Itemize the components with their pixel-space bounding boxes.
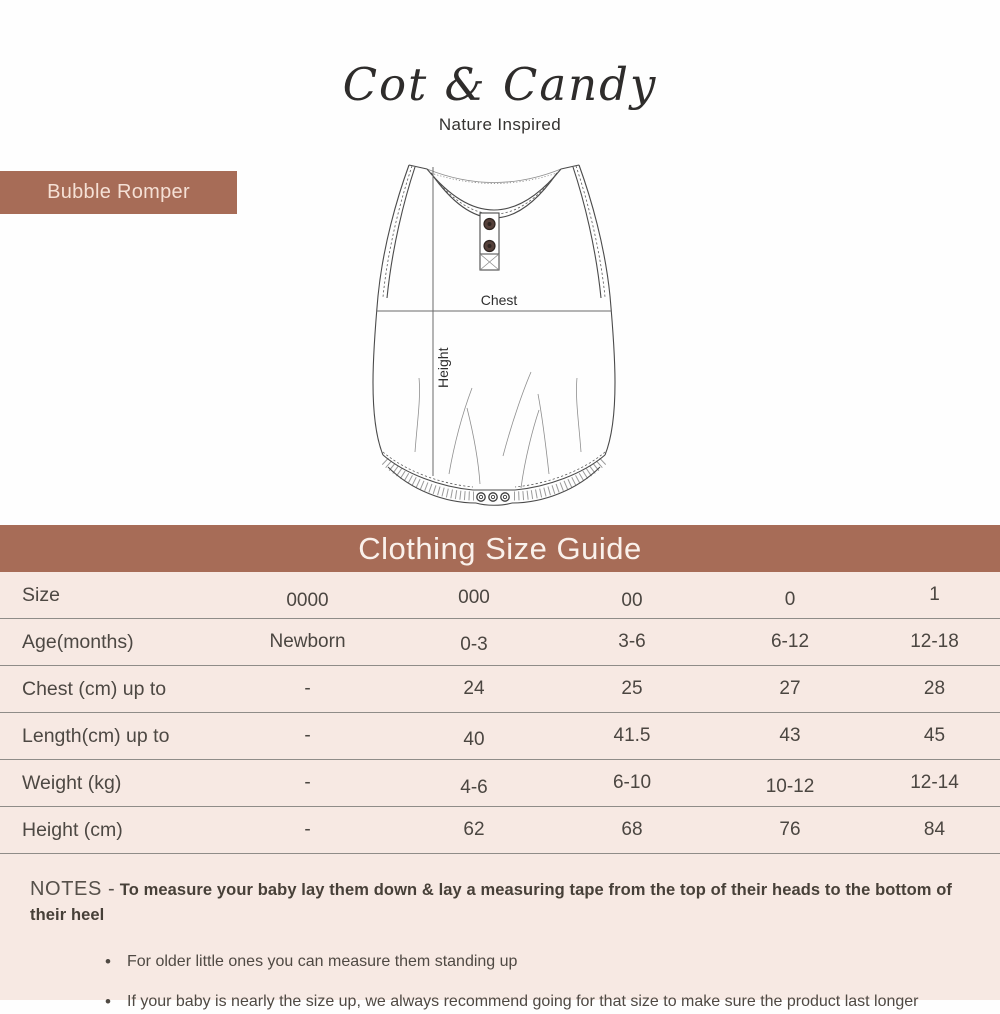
table-cell: 12-14 (910, 772, 959, 793)
romper-outline (373, 165, 615, 455)
notes-bullet: • For older little ones you can measure them standing up (105, 950, 976, 974)
height-measure-line (433, 167, 451, 476)
size-guide-section (0, 525, 1000, 1010)
notes-section (30, 877, 976, 1014)
table-cell: 40 (463, 729, 485, 750)
product-name: Bubble Romper (47, 181, 190, 203)
table-cell: 76 (779, 819, 801, 840)
height-measure-label: Height (435, 347, 451, 388)
romper-technical-drawing-icon (353, 154, 645, 514)
table-cell: 45 (923, 725, 946, 746)
table-cell: 00 (621, 590, 643, 611)
table-cell: 41.5 (613, 725, 651, 746)
row-label: Length(cm) up to (22, 724, 170, 747)
notes-headline (30, 877, 976, 928)
brand-header (0, 60, 1000, 135)
table-cell: 68 (621, 819, 643, 840)
table-cell: 28 (923, 678, 946, 699)
size-guide-header (0, 525, 1000, 572)
table-cell: 3-6 (618, 631, 646, 652)
chest-measure-label: Chest (480, 292, 518, 308)
table-row-weight (0, 760, 1000, 807)
table-cell: 0000 (286, 590, 329, 611)
row-label: Size (22, 583, 60, 606)
snap-icon (489, 493, 497, 501)
table-cell: 0-3 (460, 634, 488, 655)
snap-icon (501, 493, 509, 501)
table-cell: 25 (621, 678, 643, 699)
table-row-size (0, 572, 1000, 619)
table-cell: 62 (463, 819, 485, 840)
row-label: Height (cm) (22, 818, 123, 841)
table-cell: 12-18 (910, 631, 959, 652)
table-cell: 84 (923, 819, 946, 840)
row-label: Age(months) (22, 630, 134, 653)
button-placket (480, 213, 499, 270)
table-cell: 4-6 (460, 777, 488, 798)
table-cell: 27 (779, 678, 801, 699)
notes-label: NOTES - (30, 878, 116, 900)
table-row-length (0, 713, 1000, 760)
brand-logo: Cot & Candy (342, 58, 658, 111)
table-row-age (0, 619, 1000, 666)
crotch-snaps (477, 493, 509, 501)
table-row-chest (0, 666, 1000, 713)
romper-diagram (353, 154, 645, 514)
product-label-banner (0, 171, 237, 214)
notes-bullet-list (30, 950, 976, 1014)
row-label: Weight (kg) (22, 771, 122, 794)
size-guide-title: Clothing Size Guide (358, 530, 642, 566)
table-cell: 1 (929, 584, 940, 605)
table-cell: Newborn (269, 631, 346, 652)
fabric-gather-lines (415, 372, 581, 488)
table-cell: 000 (458, 587, 490, 608)
table-cell: 0 (784, 589, 796, 610)
table-cell: - (304, 725, 311, 746)
table-cell: 6-12 (770, 631, 810, 652)
neckline (427, 169, 561, 218)
table-cell: 24 (463, 678, 485, 699)
table-cell: - (304, 819, 311, 840)
notes-main-text: To measure your baby lay them down & lay a measuring tape from the top of their heads to the bottom of their heel (30, 881, 953, 924)
table-cell: - (304, 678, 311, 699)
snap-icon (477, 493, 485, 501)
table-cell: 43 (779, 725, 801, 746)
table-cell: 6-10 (612, 772, 652, 793)
table-cell: 10-12 (765, 776, 815, 797)
row-label: Chest (cm) up to (22, 677, 167, 700)
table-cell: - (304, 772, 311, 793)
size-table (0, 572, 1000, 854)
chest-measure-line (376, 292, 612, 311)
brand-tagline: Nature Inspired (438, 114, 562, 134)
table-row-height (0, 807, 1000, 854)
notes-bullet: • If your baby is nearly the size up, we always recommend going for that size to make sure the product last longer (105, 990, 976, 1014)
